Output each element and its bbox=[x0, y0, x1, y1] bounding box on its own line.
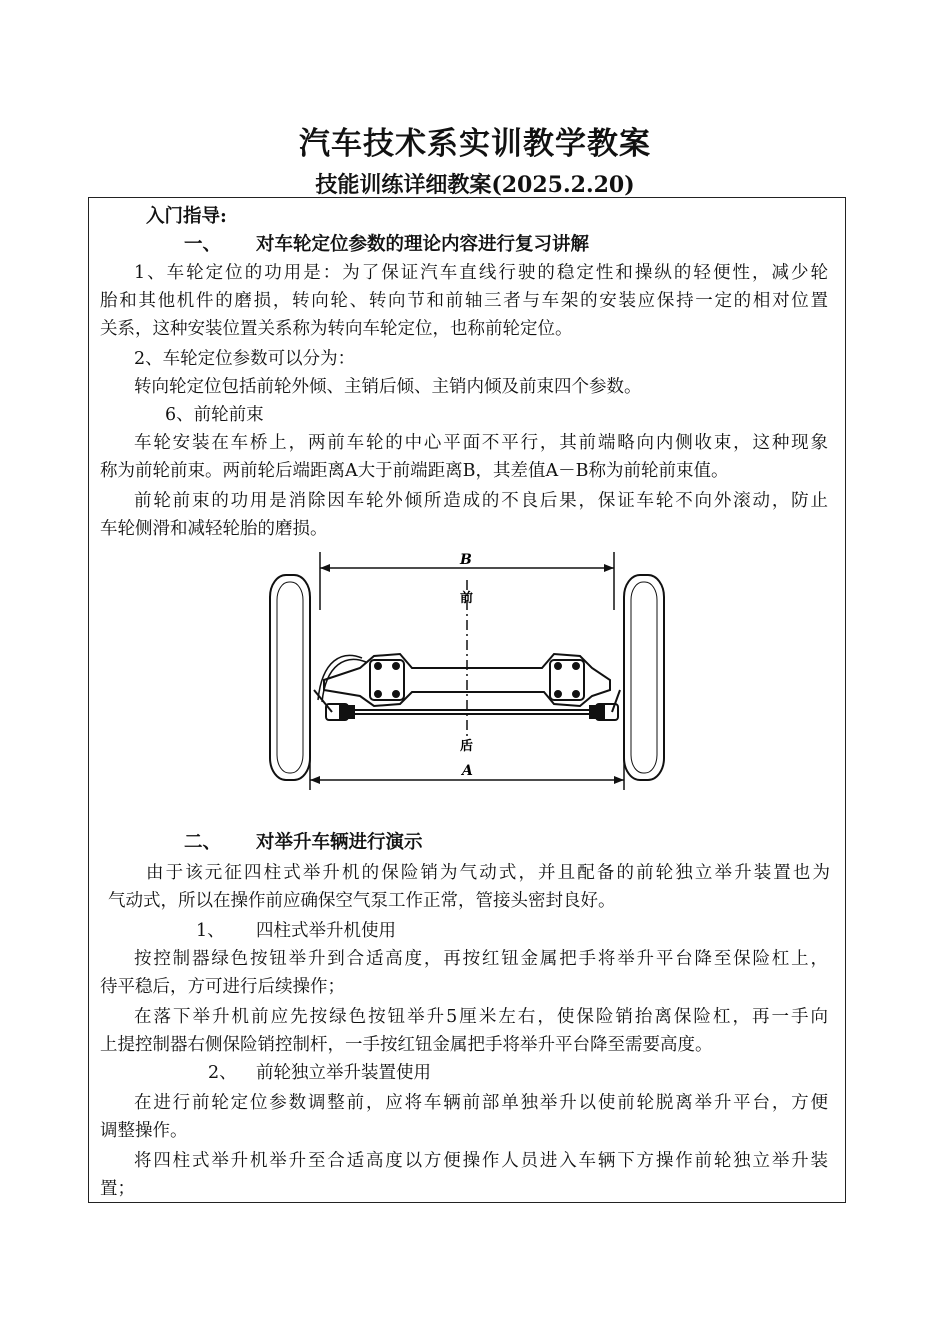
s1-p3: 转向轮定位包括前轮外倾、主销后倾、主销内倾及前束四个参数。 bbox=[134, 377, 642, 397]
s2-p1-line1: 由于该元征四柱式举升机的保险销为气动式，并且配备的前轮独立举升装置也为 bbox=[146, 863, 830, 883]
label-b: B bbox=[460, 552, 472, 568]
section2-heading: 对举升车辆进行演示 bbox=[256, 832, 423, 853]
s1-p6-line1: 前轮前束的功用是消除因车轮外倾所造成的不良后果，保证车轮不向外滚动，防止 bbox=[134, 491, 828, 511]
label-front: 前 bbox=[460, 591, 474, 606]
intro-label: 入门指导: bbox=[146, 206, 227, 227]
s1-p4: 6、前轮前束 bbox=[165, 405, 264, 425]
label-rear: 后 bbox=[460, 739, 474, 754]
s1-p1-line3: 关系，这种安装位置关系称为转向车轮定位，也称前轮定位。 bbox=[100, 319, 573, 339]
s1-p2: 2、车轮定位参数可以分为： bbox=[134, 349, 356, 369]
s2-p3-line2: 上提控制器右侧保险销控制杆，一手按红钮金属把手将举升平台降至需要高度。 bbox=[100, 1035, 713, 1055]
label-a: A bbox=[462, 763, 473, 779]
s2-sub1-title: 四柱式举升机使用 bbox=[256, 921, 396, 941]
s2-p4-line2: 调整操作。 bbox=[100, 1121, 188, 1141]
section1-heading: 对车轮定位参数的理论内容进行复习讲解 bbox=[256, 234, 590, 255]
s2-p1-line2: 气动式，所以在操作前应确保空气泵工作正常，管接头密封良好。 bbox=[108, 891, 616, 911]
left-wheel bbox=[270, 575, 310, 780]
s2-p3-line1: 在落下举升机前应先按绿色按钮举升5厘米左右，使保险销抬离保险杠，再一手向 bbox=[134, 1007, 828, 1027]
s2-sub2-number: 2、 bbox=[208, 1063, 237, 1083]
s2-sub2-title: 前轮独立举升装置使用 bbox=[256, 1063, 431, 1083]
s2-p4-line1: 在进行前轮定位参数调整前，应将车辆前部单独举升以使前轮脱离举升平台，方便 bbox=[134, 1093, 828, 1113]
s1-p1-line1: 1、车轮定位的功用是：为了保证汽车直线行驶的稳定性和操纵的轻便性，减少轮 bbox=[134, 263, 828, 283]
s1-p5-line1: 车轮安装在车桥上，两前车轮的中心平面不平行，其前端略向内侧收束，这种现象 bbox=[134, 433, 828, 453]
section1-number: 一、 bbox=[184, 234, 222, 255]
s1-p5-line2: 称为前轮前束。两前轮后端距离A大于前端距离B，其差值A－B称为前轮前束值。 bbox=[100, 461, 729, 481]
s1-p6-line2: 车轮侧滑和减轻轮胎的磨损。 bbox=[100, 519, 328, 539]
page-subtitle: 技能训练详细教案(2025.2.20) bbox=[315, 172, 635, 198]
page-title: 汽车技术系实训教学教案 bbox=[299, 126, 651, 162]
s1-p1-line2: 胎和其他机件的磨损，转向轮、转向节和前轴三者与车架的安装应保持一定的相对位置 bbox=[100, 291, 828, 311]
s2-p2-line2: 待平稳后，方可进行后续操作； bbox=[100, 977, 345, 997]
front-toe-in-diagram bbox=[262, 550, 692, 810]
s2-p5-line2: 置； bbox=[100, 1179, 135, 1199]
right-wheel bbox=[624, 575, 664, 780]
s2-p5-line1: 将四柱式举升机举升至合适高度以方便操作人员进入车辆下方操作前轮独立举升装 bbox=[134, 1151, 828, 1171]
s2-sub1-number: 1、 bbox=[196, 921, 225, 941]
section2-number: 二、 bbox=[184, 832, 222, 853]
s2-p2-line1: 按控制器绿色按钮举升到合适高度，再按红钮金属把手将举升平台降至保险杠上， bbox=[134, 949, 828, 969]
